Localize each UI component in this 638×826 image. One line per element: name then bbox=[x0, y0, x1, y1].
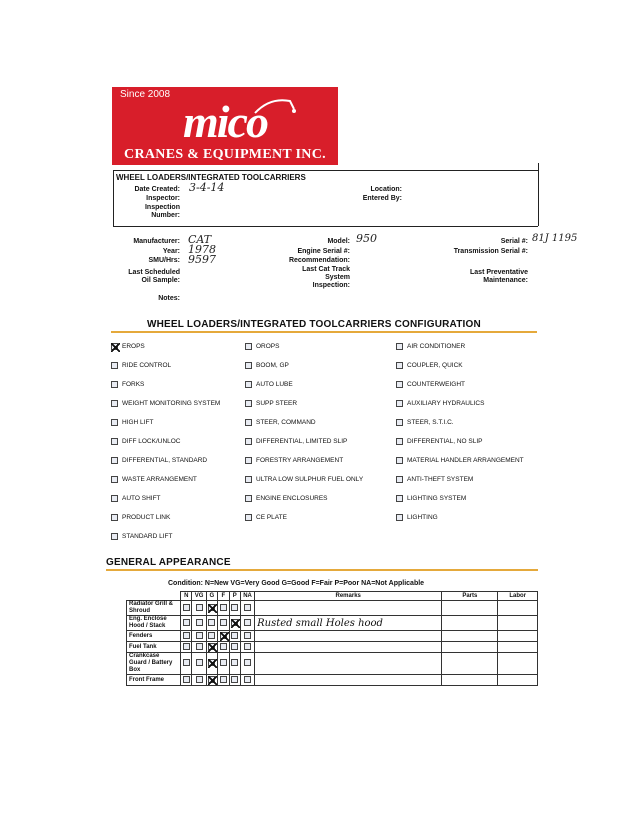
checkbox[interactable] bbox=[245, 381, 252, 388]
last-oil-sample-label: Last Scheduled Oil Sample: bbox=[128, 269, 180, 284]
checkbox[interactable] bbox=[183, 659, 190, 666]
checkbox[interactable] bbox=[245, 495, 252, 502]
table-row bbox=[127, 675, 538, 686]
logo-mark: mico bbox=[183, 96, 267, 147]
frame-rule bbox=[538, 170, 539, 226]
condition-cell bbox=[218, 616, 229, 631]
config-option[interactable] bbox=[396, 381, 465, 388]
checkbox[interactable] bbox=[196, 604, 203, 611]
condition-cell bbox=[206, 631, 217, 642]
parts-cell[interactable] bbox=[442, 631, 498, 642]
row-label: Front Frame bbox=[127, 675, 181, 686]
checkbox[interactable] bbox=[231, 632, 238, 639]
row-label: Crankcase Guard / Battery Box bbox=[127, 653, 181, 675]
serial-value: 81J 1195 bbox=[532, 233, 578, 244]
col-header: F bbox=[218, 592, 229, 601]
checkbox[interactable] bbox=[244, 604, 251, 611]
row-label: Radiator Grill & Shroud bbox=[127, 601, 181, 616]
manufacturer-label: Manufacturer: bbox=[133, 238, 180, 245]
config-option-label: HIGH LIFT bbox=[122, 419, 154, 426]
checkbox[interactable] bbox=[245, 476, 252, 483]
parts-cell[interactable] bbox=[442, 616, 498, 631]
last-pm-label: Last Preventative Maintenance: bbox=[470, 269, 528, 284]
checkbox[interactable] bbox=[196, 676, 203, 683]
checkbox[interactable] bbox=[244, 619, 251, 626]
checkbox[interactable] bbox=[183, 619, 190, 626]
condition-cell bbox=[192, 601, 206, 616]
config-option[interactable] bbox=[245, 457, 343, 464]
parts-cell[interactable] bbox=[442, 601, 498, 616]
config-option-label: RIDE CONTROL bbox=[122, 362, 172, 369]
condition-cell bbox=[229, 642, 240, 653]
row-label: Fenders bbox=[127, 631, 181, 642]
recommendation-label: Recommendation: bbox=[288, 257, 350, 264]
checkbox[interactable] bbox=[231, 676, 238, 683]
config-option-label: STANDARD LIFT bbox=[122, 533, 173, 540]
config-option-label: COUPLER, QUICK bbox=[407, 362, 463, 369]
config-option[interactable] bbox=[111, 438, 181, 445]
config-option-label: BOOM, GP bbox=[256, 362, 289, 369]
config-option-label: ANTI-THEFT SYSTEM bbox=[407, 476, 474, 483]
checkbox[interactable] bbox=[183, 604, 190, 611]
config-option-label: DIFFERENTIAL, NO SLIP bbox=[407, 438, 483, 445]
remarks-cell[interactable] bbox=[255, 601, 442, 616]
condition-cell bbox=[229, 653, 240, 675]
config-option[interactable] bbox=[245, 495, 328, 502]
config-option-label: FORKS bbox=[122, 381, 145, 388]
checkbox[interactable] bbox=[231, 659, 238, 666]
condition-cell bbox=[206, 616, 217, 631]
config-option-label: STEER, COMMAND bbox=[256, 419, 316, 426]
config-option[interactable] bbox=[396, 400, 484, 407]
frame-rule bbox=[113, 170, 538, 171]
config-option[interactable] bbox=[111, 419, 153, 426]
config-option-label: LIGHTING bbox=[407, 514, 438, 521]
checkbox[interactable] bbox=[183, 676, 190, 683]
checkbox[interactable] bbox=[196, 659, 203, 666]
checkbox[interactable] bbox=[245, 438, 252, 445]
date-created-value: 3-4-14 bbox=[189, 181, 225, 194]
condition-legend: Condition: N=New VG=Very Good G=Good F=Fair P=Poor NA=Not Applicable bbox=[168, 580, 425, 587]
serial-label: Serial #: bbox=[500, 238, 528, 245]
checkbox[interactable] bbox=[196, 643, 203, 650]
checkbox[interactable] bbox=[208, 619, 215, 626]
model-label: Model: bbox=[327, 238, 350, 245]
config-option[interactable] bbox=[111, 362, 171, 369]
condition-cell bbox=[181, 616, 192, 631]
checkbox[interactable] bbox=[396, 514, 403, 521]
condition-cell bbox=[218, 642, 229, 653]
config-option[interactable] bbox=[111, 514, 170, 521]
checkbox[interactable] bbox=[220, 659, 227, 666]
general-appearance-title: GENERAL APPEARANCE bbox=[106, 557, 231, 568]
config-option[interactable] bbox=[111, 457, 207, 464]
row-label: Fuel Tank bbox=[127, 642, 181, 653]
checkbox[interactable] bbox=[244, 659, 251, 666]
config-option[interactable] bbox=[245, 438, 347, 445]
config-option[interactable] bbox=[245, 400, 297, 407]
smu-label: SMU/Hrs: bbox=[148, 257, 180, 264]
config-option[interactable] bbox=[396, 419, 454, 426]
checkbox[interactable] bbox=[111, 457, 118, 464]
notes-label: Notes: bbox=[158, 295, 180, 302]
config-option-label: STEER, S.T.I.C. bbox=[407, 419, 454, 426]
condition-cell bbox=[229, 616, 240, 631]
config-option[interactable] bbox=[245, 362, 289, 369]
condition-cell bbox=[206, 642, 217, 653]
checkbox[interactable] bbox=[196, 619, 203, 626]
checked-checkbox[interactable] bbox=[111, 343, 118, 350]
checkbox[interactable] bbox=[111, 476, 118, 483]
smu-value: 9597 bbox=[188, 253, 216, 266]
condition-cell bbox=[181, 601, 192, 616]
config-option[interactable] bbox=[111, 343, 145, 350]
config-option[interactable] bbox=[111, 476, 197, 483]
checkbox[interactable] bbox=[111, 362, 118, 369]
checkbox[interactable] bbox=[111, 533, 118, 540]
labor-cell[interactable] bbox=[498, 601, 538, 616]
col-header: NA bbox=[240, 592, 254, 601]
config-option-label: CE PLATE bbox=[256, 514, 287, 521]
config-option[interactable] bbox=[396, 495, 466, 502]
checkbox[interactable] bbox=[111, 419, 118, 426]
config-option[interactable] bbox=[396, 343, 465, 350]
config-option-label: DIFF LOCK/UNLOC bbox=[122, 438, 181, 445]
inspector-label: Inspector: bbox=[146, 195, 180, 202]
col-header: Labor bbox=[498, 592, 538, 601]
checkbox[interactable] bbox=[208, 632, 215, 639]
checkbox[interactable] bbox=[396, 381, 403, 388]
condition-cell bbox=[240, 642, 254, 653]
checkbox[interactable] bbox=[231, 604, 238, 611]
config-option-label: ENGINE ENCLOSURES bbox=[256, 495, 328, 502]
condition-cell bbox=[240, 601, 254, 616]
location-label: Location: bbox=[370, 186, 402, 193]
checkbox[interactable] bbox=[220, 619, 227, 626]
condition-cell bbox=[192, 675, 206, 686]
config-option-label: COUNTERWEIGHT bbox=[407, 381, 466, 388]
parts-cell[interactable] bbox=[442, 642, 498, 653]
condition-cell bbox=[206, 675, 217, 686]
config-option[interactable] bbox=[245, 381, 293, 388]
row-label: Eng. Enclose Hood / Stack bbox=[127, 616, 181, 631]
condition-cell bbox=[181, 631, 192, 642]
remark-text: Rusted small Holes hood bbox=[257, 617, 383, 629]
checkbox[interactable] bbox=[196, 632, 203, 639]
config-option-label: AUXILIARY HYDRAULICS bbox=[407, 400, 485, 407]
inspection-number-label: Inspection Number: bbox=[144, 204, 180, 219]
config-option-label: PRODUCT LINK bbox=[122, 514, 171, 521]
config-option[interactable] bbox=[245, 343, 279, 350]
condition-cell bbox=[229, 675, 240, 686]
condition-cell bbox=[206, 601, 217, 616]
config-option[interactable] bbox=[111, 495, 161, 502]
configuration-title: WHEEL LOADERS/INTEGRATED TOOLCARRIERS CONFIGURATION bbox=[147, 319, 481, 330]
last-track-inspection-label: Last Cat Track System Inspection: bbox=[302, 266, 350, 289]
table-row bbox=[127, 642, 538, 653]
condition-cell bbox=[206, 653, 217, 675]
config-option-label: MATERIAL HANDLER ARRANGEMENT bbox=[407, 457, 524, 464]
checkbox[interactable] bbox=[111, 514, 118, 521]
checkbox[interactable] bbox=[245, 514, 252, 521]
year-value: 1978 bbox=[188, 243, 216, 256]
checkbox[interactable] bbox=[183, 643, 190, 650]
col-header: G bbox=[206, 592, 217, 601]
labor-cell[interactable] bbox=[498, 642, 538, 653]
config-option-label: AUTO SHIFT bbox=[122, 495, 161, 502]
checkbox[interactable] bbox=[396, 419, 403, 426]
condition-cell bbox=[240, 653, 254, 675]
parts-cell[interactable] bbox=[442, 653, 498, 675]
config-option[interactable] bbox=[245, 419, 316, 426]
config-option-label: EROPS bbox=[122, 343, 145, 350]
table-row bbox=[127, 653, 538, 675]
engine-serial-label: Engine Serial #: bbox=[297, 248, 350, 255]
checkbox[interactable] bbox=[111, 495, 118, 502]
config-option[interactable] bbox=[396, 476, 473, 483]
config-option-label: ULTRA LOW SULPHUR FUEL ONLY bbox=[256, 476, 364, 483]
col-header: N bbox=[181, 592, 192, 601]
config-option[interactable] bbox=[396, 457, 524, 464]
checkbox[interactable] bbox=[245, 419, 252, 426]
config-option-label: DIFFERENTIAL, STANDARD bbox=[122, 457, 208, 464]
company-logo bbox=[112, 87, 338, 165]
col-header: P bbox=[229, 592, 240, 601]
entered-by-label: Entered By: bbox=[362, 195, 402, 202]
checkbox[interactable] bbox=[396, 476, 403, 483]
checkbox[interactable] bbox=[396, 457, 403, 464]
col-header: VG bbox=[192, 592, 206, 601]
condition-cell bbox=[181, 675, 192, 686]
parts-cell[interactable] bbox=[442, 675, 498, 686]
remarks-cell[interactable] bbox=[255, 653, 442, 675]
col-header: Remarks bbox=[255, 592, 442, 601]
checked-checkbox[interactable] bbox=[231, 619, 238, 626]
condition-cell bbox=[229, 631, 240, 642]
table-row bbox=[127, 601, 538, 616]
checkbox[interactable] bbox=[396, 362, 403, 369]
condition-cell bbox=[240, 631, 254, 642]
checked-checkbox[interactable] bbox=[208, 643, 215, 650]
condition-cell bbox=[181, 653, 192, 675]
labor-cell[interactable] bbox=[498, 631, 538, 642]
checked-checkbox[interactable] bbox=[208, 659, 215, 666]
transmission-serial-label: Transmission Serial #: bbox=[453, 248, 528, 255]
checkbox[interactable] bbox=[111, 400, 118, 407]
config-option-label: AIR CONDITIONER bbox=[407, 343, 466, 350]
config-option[interactable] bbox=[245, 514, 287, 521]
logo-tagline: CRANES & EQUIPMENT INC. bbox=[124, 147, 326, 162]
appearance-table bbox=[126, 591, 538, 686]
checkbox[interactable] bbox=[396, 343, 403, 350]
config-option[interactable] bbox=[396, 514, 438, 521]
checkbox[interactable] bbox=[244, 632, 251, 639]
manufacturer-value: CAT bbox=[188, 233, 212, 246]
condition-cell bbox=[181, 642, 192, 653]
condition-cell bbox=[192, 653, 206, 675]
model-value: 950 bbox=[356, 232, 377, 245]
condition-cell bbox=[192, 616, 206, 631]
logo-since: Since 2008 bbox=[120, 89, 171, 100]
condition-cell bbox=[218, 653, 229, 675]
config-option[interactable] bbox=[396, 362, 463, 369]
year-label: Year: bbox=[162, 248, 180, 255]
checkbox[interactable] bbox=[245, 400, 252, 407]
labor-cell[interactable] bbox=[498, 616, 538, 631]
condition-cell bbox=[192, 631, 206, 642]
frame-rule bbox=[113, 226, 538, 227]
checkbox[interactable] bbox=[183, 632, 190, 639]
checkbox[interactable] bbox=[396, 400, 403, 407]
checked-checkbox[interactable] bbox=[208, 676, 215, 683]
config-option-label: SUPP STEER bbox=[256, 400, 298, 407]
checkbox[interactable] bbox=[111, 438, 118, 445]
config-option[interactable] bbox=[111, 381, 144, 388]
checkbox[interactable] bbox=[231, 643, 238, 650]
labor-cell[interactable] bbox=[498, 675, 538, 686]
condition-cell bbox=[218, 631, 229, 642]
condition-cell bbox=[218, 675, 229, 686]
col-header: Parts bbox=[442, 592, 498, 601]
config-option[interactable] bbox=[111, 400, 220, 407]
checkbox[interactable] bbox=[245, 457, 252, 464]
condition-cell bbox=[240, 616, 254, 631]
section-rule bbox=[106, 569, 538, 571]
config-option[interactable] bbox=[245, 476, 363, 483]
checkbox[interactable] bbox=[396, 438, 403, 445]
checkbox[interactable] bbox=[244, 643, 251, 650]
labor-cell[interactable] bbox=[498, 653, 538, 675]
condition-cell bbox=[240, 675, 254, 686]
checkbox[interactable] bbox=[111, 381, 118, 388]
checkbox[interactable] bbox=[244, 676, 251, 683]
checked-checkbox[interactable] bbox=[208, 604, 215, 611]
checkbox[interactable] bbox=[220, 676, 227, 683]
remarks-cell[interactable] bbox=[255, 631, 442, 642]
config-option-label: OROPS bbox=[256, 343, 280, 350]
remarks-cell[interactable] bbox=[255, 675, 442, 686]
checkbox[interactable] bbox=[220, 604, 227, 611]
config-option[interactable] bbox=[111, 533, 172, 540]
condition-cell bbox=[218, 601, 229, 616]
checkbox[interactable] bbox=[245, 343, 252, 350]
config-option-label: WEIGHT MONITORING SYSTEM bbox=[122, 400, 221, 407]
remarks-cell[interactable] bbox=[255, 616, 442, 631]
config-option-label: AUTO LUBE bbox=[256, 381, 293, 388]
date-created-label: Date Created: bbox=[134, 186, 180, 193]
config-option[interactable] bbox=[396, 438, 483, 445]
form-title: WHEEL LOADERS/INTEGRATED TOOLCARRIERS bbox=[116, 173, 306, 182]
frame-rule bbox=[113, 170, 114, 226]
table-row bbox=[127, 616, 538, 631]
condition-cell bbox=[229, 601, 240, 616]
config-option-label: LIGHTING SYSTEM bbox=[407, 495, 467, 502]
remarks-cell[interactable] bbox=[255, 642, 442, 653]
table-row bbox=[127, 631, 538, 642]
checkbox[interactable] bbox=[245, 362, 252, 369]
checkbox[interactable] bbox=[396, 495, 403, 502]
config-option-label: DIFFERENTIAL, LIMITED SLIP bbox=[256, 438, 348, 445]
checkbox[interactable] bbox=[220, 643, 227, 650]
section-rule bbox=[111, 331, 537, 333]
table-header-row bbox=[127, 592, 538, 601]
checked-checkbox[interactable] bbox=[220, 632, 227, 639]
condition-cell bbox=[192, 642, 206, 653]
config-option-label: FORESTRY ARRANGEMENT bbox=[256, 457, 344, 464]
config-option-label: WASTE ARRANGEMENT bbox=[122, 476, 197, 483]
